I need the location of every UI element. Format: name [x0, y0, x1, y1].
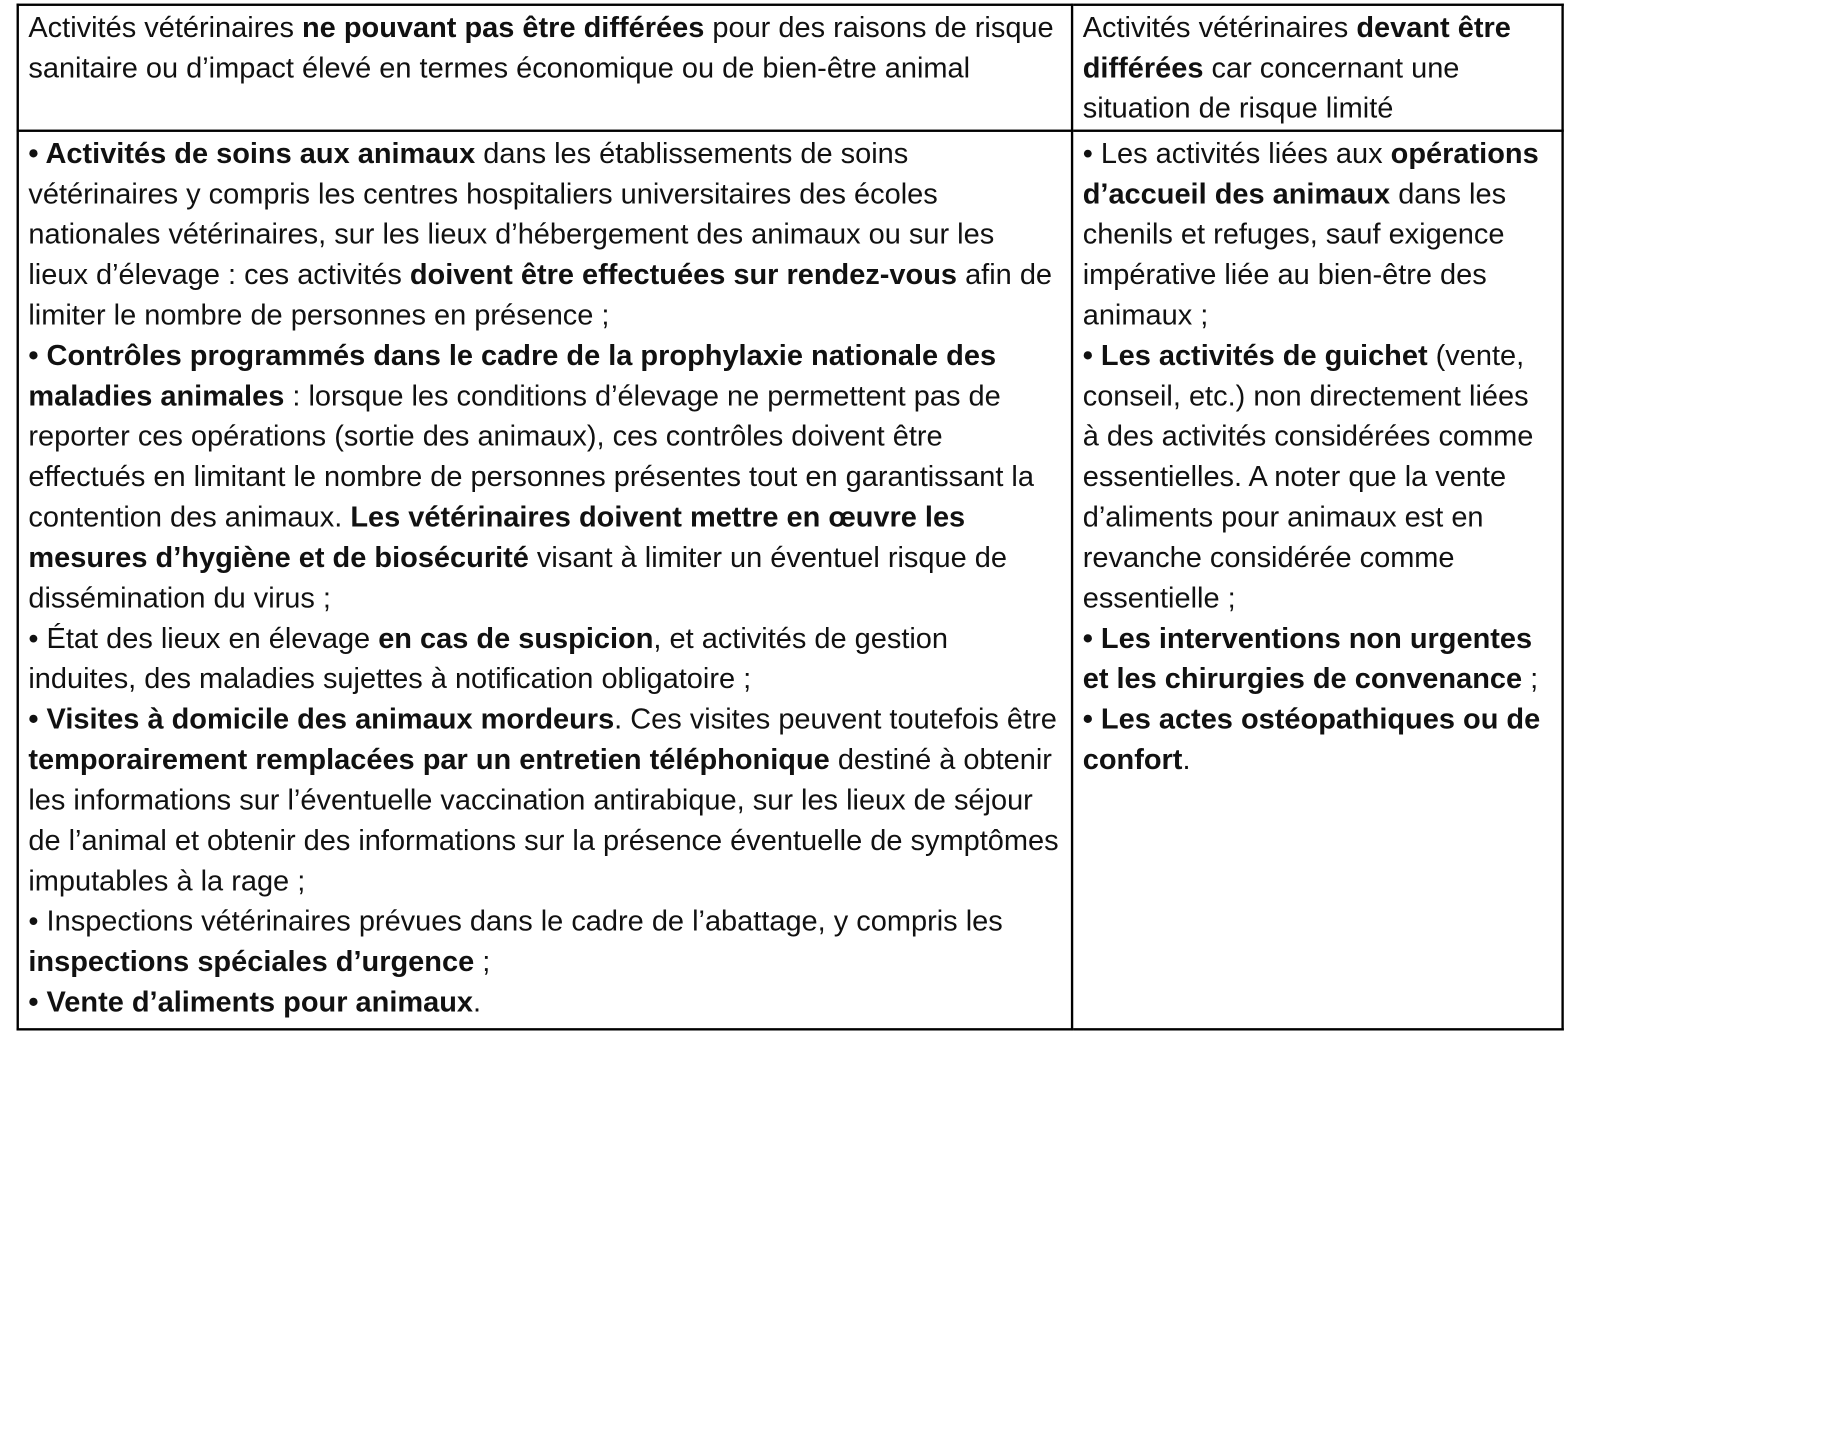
item-bold-text: Contrôles programmés dans le cadre de la prophylaxie nationale des maladies animales	[28, 339, 997, 413]
list-item-animal-care	[28, 134, 1061, 336]
list-item-biting-animals-visits	[28, 700, 1061, 902]
bullet: •	[28, 137, 46, 170]
item-text: , et activités de gestion induites, des maladies sujettes à notification obligatoire ;	[28, 622, 949, 696]
item-text: .	[1182, 744, 1191, 777]
bullet: •	[1082, 703, 1101, 736]
table-header-row	[18, 5, 1563, 131]
item-text: (vente, conseil, etc.) non directement liées à des activités considérées comme essentielles. A noter que la vente d’aliments pour animaux est en revanche considérée comme essentielle ;	[1082, 339, 1534, 615]
item-text: dans les établissements de soins vétérinaires y compris les centres hospitaliers universitaires des écoles nationales vétérinaires, sur les lieux d’hébergement des animaux ou sur les lieux d’élevage : ces activités	[28, 137, 995, 292]
item-bold-text: inspections spéciales d’urgence	[28, 946, 475, 979]
item-bold-text: opérations d’accueil des animaux	[1082, 137, 1539, 211]
bullet: •	[1082, 137, 1101, 170]
item-text: afin de limiter le nombre de personnes en présence ;	[28, 259, 1053, 332]
item-bold-text: Activités de soins aux animaux	[45, 137, 476, 170]
bullet: •	[28, 339, 47, 373]
item-bold-text: Les activités de guichet	[1100, 339, 1428, 373]
list-item-osteopathic-acts	[1083, 700, 1552, 781]
list-item-shelter-operations	[1083, 134, 1552, 336]
list-item-prophylaxis-controls	[28, 336, 1061, 619]
header-right-post: car concernant une situation de risque limité	[1082, 52, 1460, 125]
header-cell-not-deferrable	[18, 5, 1072, 131]
activities-table	[17, 4, 1564, 1031]
item-text: Les activités liées aux	[1100, 137, 1391, 170]
item-text: . Ces visites peuvent toutefois être	[614, 703, 1057, 736]
header-left-pre: Activités vétérinaires	[28, 11, 302, 44]
item-text: : lorsque les conditions d’élevage ne permettent pas de reporter ces opérations (sortie des animaux), ces contrôles doivent être effectués en limitant le nombre de personnes présentes tout en garantissant la contention des animaux.	[28, 380, 1034, 534]
item-text: .	[473, 986, 482, 1019]
item-bold-text: Les vétérinaires doivent mettre en œuvre les mesures d’hygiène et de biosécurité	[28, 501, 966, 575]
item-bold-text: Les actes ostéopathiques ou de confort	[1082, 703, 1541, 777]
header-left-bold: ne pouvant pas être différées	[301, 11, 705, 44]
item-text: Inspections vétérinaires prévues dans le cadre de l’abattage, y compris les	[46, 905, 1003, 938]
bullet: •	[1082, 622, 1101, 655]
item-text: dans les chenils et refuges, sauf exigence impérative liée au bien-être des animaux ;	[1082, 178, 1507, 332]
item-bold-text: Les interventions non urgentes et les chirurgies de convenance	[1082, 622, 1533, 696]
item-bold-text: Vente d’aliments pour animaux	[46, 986, 474, 1019]
item-bold-text: temporairement remplacées par un entretien téléphonique	[28, 744, 830, 777]
list-item-slaughter-inspections	[28, 902, 1061, 983]
item-text: État des lieux en élevage	[46, 622, 379, 655]
item-text: destiné à obtenir les informations sur l’éventuelle vaccination antirabique, sur les lieux de séjour de l’animal et obtenir des informations sur la présence éventuelle de symptômes imputables à la rage ;	[28, 744, 1059, 898]
list-item-counter-activities	[1083, 336, 1552, 619]
item-bold-text: Visites à domicile des animaux mordeurs	[46, 703, 615, 736]
list-item-suspicion-inspection	[28, 619, 1061, 700]
header-right-pre: Activités vétérinaires	[1082, 11, 1357, 44]
header-left-post: pour des raisons de risque sanitaire ou d’impact élevé en termes économique ou de bien-être animal	[28, 11, 1054, 85]
bullet: •	[28, 905, 47, 938]
body-cell-not-deferrable	[18, 131, 1072, 1030]
item-text: ;	[474, 946, 491, 979]
body-cell-deferrable	[1072, 131, 1563, 1030]
bullet: •	[28, 622, 47, 655]
item-text: visant à limiter un éventuel risque de dissémination du virus ;	[28, 542, 1007, 615]
list-item-animal-feed-sales	[28, 983, 1061, 1023]
list-item-non-urgent-interventions	[1083, 619, 1552, 700]
item-bold-text: en cas de suspicion	[378, 622, 654, 655]
bullet: •	[28, 703, 47, 736]
table-body-row	[18, 131, 1563, 1030]
item-bold-text: doivent être effectuées sur rendez-vous	[409, 259, 958, 292]
item-text: ;	[1522, 663, 1539, 696]
bullet: •	[1082, 339, 1101, 373]
header-right-bold: devant être différées	[1082, 11, 1511, 85]
header-cell-deferrable	[1072, 5, 1563, 131]
bullet: •	[28, 986, 47, 1019]
